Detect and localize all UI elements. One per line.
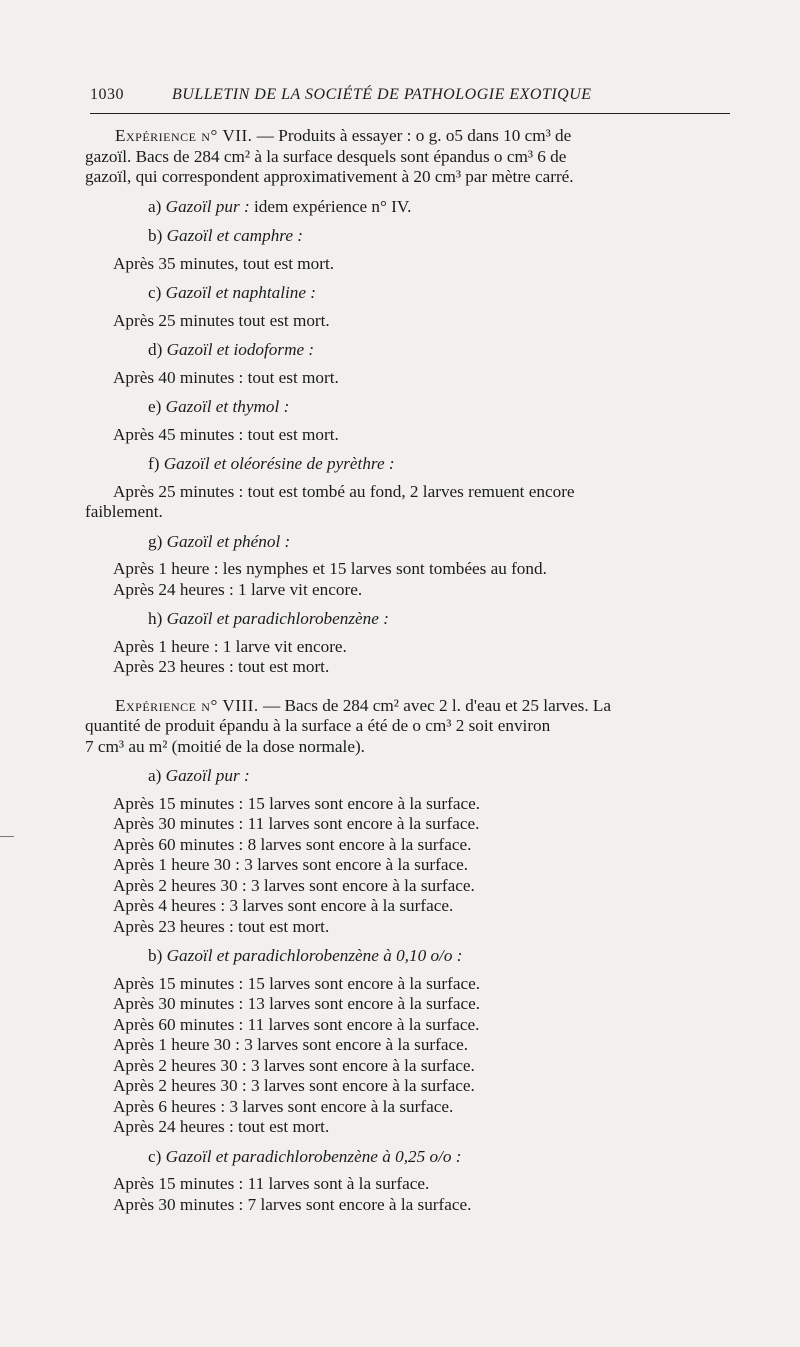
item-heading	[148, 340, 731, 361]
result-line: Après 1 heure : 1 larve vit encore.	[113, 636, 347, 656]
item-product: Gazoïl et phénol :	[166, 531, 291, 551]
result-line: faiblement.	[85, 502, 163, 521]
item-label: a)	[148, 196, 166, 216]
item-product: Gazoïl et oléorésine de pyrèthre :	[163, 454, 395, 473]
experiment-8-label: Expérience n° VIII.	[115, 695, 259, 715]
result-line: Après 24 heures : 1 larve vit encore.	[113, 579, 363, 599]
result-line: Après 2 heures 30 : 3 larves sont encore à la surface.	[113, 1076, 475, 1095]
experiment-8-items	[85, 766, 731, 1215]
result-line: Après 1 heure : les nymphes et 15 larves sont tombées au fond.	[113, 559, 547, 578]
result-line: Après 15 minutes : 11 larves sont à la surface.	[113, 1174, 430, 1193]
result-line: Après 4 heures : 3 larves sont encore à la surface.	[113, 896, 454, 915]
result-line: Après 30 minutes : 11 larves sont encore à la surface.	[113, 814, 480, 833]
item-product: Gazoïl pur :	[165, 766, 250, 785]
item-label: b)	[148, 226, 167, 245]
item-label: b)	[148, 946, 167, 965]
result-line: Après 23 heures : tout est mort.	[113, 657, 330, 676]
result-line: Après 25 minutes tout est mort.	[113, 310, 330, 330]
result-line: Après 15 minutes : 15 larves sont encore à la surface.	[113, 793, 481, 813]
result-line: Après 2 heures 30 : 3 larves sont encore à la surface.	[113, 1055, 475, 1075]
item-product: Gazoïl et paradichlorobenzène :	[166, 609, 389, 628]
item-label: g)	[148, 531, 167, 551]
running-header	[90, 86, 730, 104]
result-line: Après 15 minutes : 15 larves sont encore à la surface.	[113, 973, 481, 993]
result-line: Après 2 heures 30 : 3 larves sont encore à la surface.	[113, 875, 475, 895]
result-line: Après 1 heure 30 : 3 larves sont encore à la surface.	[113, 1035, 469, 1054]
experiment-7-items	[85, 197, 731, 678]
result-line: Après 1 heure 30 : 3 larves sont encore à la surface.	[113, 855, 469, 874]
page-body	[85, 126, 731, 1215]
item-product: Gazoïl et iodoforme :	[166, 340, 315, 359]
result-line: Après 6 heures : 3 larves sont encore à la surface.	[113, 1096, 454, 1116]
result-line: Après 45 minutes : tout est mort.	[113, 424, 339, 444]
item-note: idem expérience n° IV.	[249, 196, 412, 216]
item-heading	[148, 946, 731, 967]
item-heading	[148, 454, 731, 475]
experiment-7-intro: Expérience n° VII. — Produits à essayer : o g. o5 dans 10 cm³ de gazoïl. Bacs de 284 cm² à la surface desquels sont épandus o cm³ 6 de gazoïl, qui correspondent approximativement à 20 cm³ par mètre carré.	[85, 126, 574, 186]
item-heading	[148, 766, 731, 787]
result-line: Après 35 minutes, tout est mort.	[113, 253, 335, 273]
experiment-7-label: Expérience n° VII.	[115, 126, 253, 145]
item-heading	[148, 1147, 731, 1168]
item-heading	[148, 609, 731, 630]
item-label: d)	[148, 340, 167, 359]
item-label: e)	[148, 397, 166, 416]
item-product: Gazoïl et camphre :	[166, 226, 303, 245]
result-line: Après 25 minutes : tout est tombé au fond, 2 larves remuent encore	[113, 481, 575, 501]
experiment-8-intro: Expérience n° VIII. — Bacs de 284 cm² avec 2 l. d'eau et 25 larves. La quantité de produit épandu à la surface a été de o cm³ 2 soit environ 7 cm³ au m² (moitié de la dose normale).	[85, 695, 612, 756]
item-label: c)	[148, 1146, 166, 1166]
item-product: Gazoïl pur :	[165, 196, 250, 216]
item-heading	[148, 397, 731, 418]
item-label: h)	[148, 609, 167, 628]
header-rule	[90, 113, 730, 114]
item-label: f)	[148, 454, 164, 473]
page-number: 1030	[90, 86, 124, 103]
item-label: c)	[148, 283, 166, 302]
item-heading	[148, 532, 731, 553]
result-line: Après 60 minutes : 11 larves sont encore à la surface.	[113, 1014, 480, 1034]
result-line: Après 24 heures : tout est mort.	[113, 1117, 330, 1136]
item-heading	[148, 226, 731, 247]
result-line: Après 30 minutes : 7 larves sont encore à la surface.	[113, 1194, 472, 1214]
item-heading	[148, 283, 731, 304]
item-product: Gazoïl et thymol :	[165, 397, 290, 416]
item-product: Gazoïl et naphtaline :	[165, 283, 317, 302]
result-line: Après 60 minutes : 8 larves sont encore à la surface.	[113, 834, 472, 854]
margin-mark	[0, 836, 14, 837]
result-line: Après 40 minutes : tout est mort.	[113, 367, 339, 387]
result-line: Après 30 minutes : 13 larves sont encore à la surface.	[113, 994, 481, 1013]
item-label: a)	[148, 766, 166, 785]
item-heading	[148, 197, 731, 218]
item-product: Gazoïl et paradichlorobenzène à 0,25 o/o :	[165, 1146, 462, 1166]
running-title: BULLETIN DE LA SOCIÉTÉ DE PATHOLOGIE EXOTIQUE	[172, 86, 592, 103]
result-line: Après 23 heures : tout est mort.	[113, 916, 330, 936]
item-product: Gazoïl et paradichlorobenzène à 0,10 o/o :	[166, 946, 463, 965]
